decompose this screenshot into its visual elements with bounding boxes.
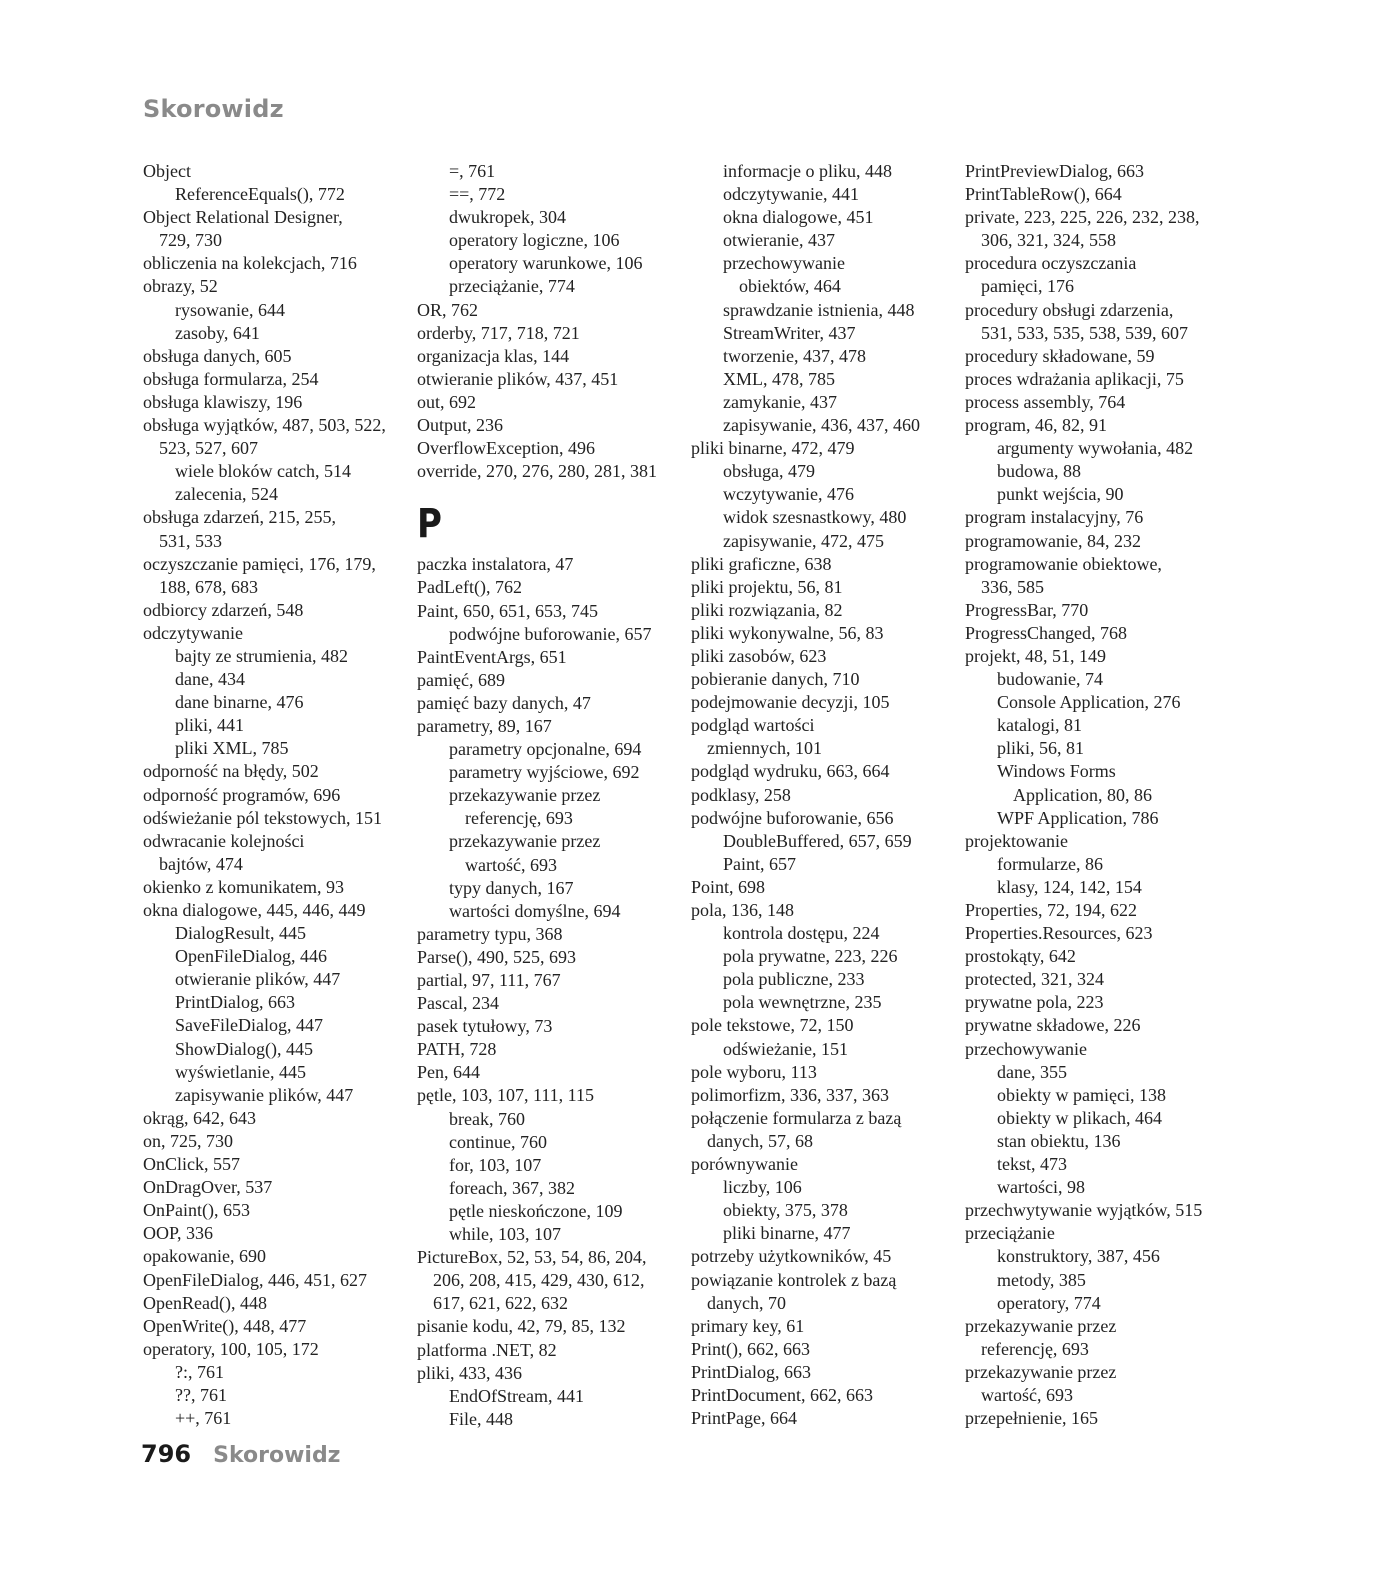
page-footer (141, 1440, 341, 1468)
index-subentry: pola wewnętrzne, 235 (723, 992, 882, 1013)
index-entry: pętle, 103, 107, 111, 115 (417, 1085, 594, 1106)
index-subentry: foreach, 367, 382 (449, 1177, 575, 1198)
index-subentry: XML, 478, 785 (723, 368, 835, 389)
index-entry: Parse(), 490, 525, 693 (417, 946, 576, 967)
index-subentry: Console Application, 276 (997, 692, 1181, 713)
index-subentry: ?:, 761 (175, 1361, 224, 1382)
index-subentry: wczytywanie, 476 (723, 484, 854, 505)
index-entry: OpenRead(), 448 (143, 1292, 267, 1313)
index-entry: prywatne pola, 223 (965, 992, 1104, 1013)
index-entry: porównywanie (691, 1154, 798, 1175)
index-entry: OOP, 336 (143, 1223, 214, 1244)
index-entry: obsługa formularza, 254 (143, 368, 319, 389)
index-subentry: wiele bloków catch, 514 (175, 461, 351, 482)
index-entry-continuation: 531, 533, 535, 538, 539, 607 (981, 322, 1188, 343)
index-subentry: pliki binarne, 477 (723, 1223, 851, 1244)
index-entry: Pascal, 234 (417, 993, 499, 1014)
index-subentry: otwieranie plików, 447 (175, 969, 341, 990)
index-entry: połączenie formularza z bazą (691, 1107, 902, 1128)
index-entry: odświeżanie pól tekstowych, 151 (143, 807, 382, 828)
index-subentry: rysowanie, 644 (175, 299, 285, 320)
index-column-2 (417, 160, 687, 1431)
index-entry: przepełnienie, 165 (965, 1408, 1098, 1429)
index-entry: podgląd wydruku, 663, 664 (691, 761, 890, 782)
index-entry-continuation: 617, 621, 622, 632 (433, 1293, 568, 1314)
index-entry-continuation: 188, 678, 683 (159, 576, 258, 597)
index-subentry: ShowDialog(), 445 (175, 1038, 313, 1059)
index-subentry: obiektów, 464 (739, 276, 841, 297)
index-subentry: obsługa, 479 (723, 461, 815, 482)
index-entry: PrintDialog, 663 (691, 1361, 811, 1382)
page-header-title: Skorowidz (143, 95, 284, 123)
index-entry: obsługa klawiszy, 196 (143, 391, 303, 412)
index-subentry: parametry opcjonalne, 694 (449, 739, 642, 760)
index-subentry: odczytywanie, 441 (723, 184, 859, 205)
index-entry: on, 725, 730 (143, 1130, 233, 1151)
index-entry-continuation: zmiennych, 101 (707, 738, 822, 759)
index-entry: okrąg, 642, 643 (143, 1107, 256, 1128)
index-subentry: pliki, 441 (175, 715, 245, 736)
index-entry: process assembly, 764 (965, 391, 1126, 412)
index-entry-continuation: danych, 70 (707, 1292, 786, 1313)
index-entry: pliki zasobów, 623 (691, 645, 827, 666)
index-entry-continuation: 523, 527, 607 (159, 438, 258, 459)
index-subentry: typy danych, 167 (449, 877, 574, 898)
index-subentry: przekazywanie przez (449, 831, 601, 852)
index-entry: pisanie kodu, 42, 79, 85, 132 (417, 1316, 626, 1337)
index-entry: primary key, 61 (691, 1315, 805, 1336)
index-entry: pola, 136, 148 (691, 900, 794, 920)
index-entry: programowanie obiektowe, (965, 553, 1162, 574)
index-subentry: dwukropek, 304 (449, 207, 566, 228)
index-entry: Properties.Resources, 623 (965, 923, 1153, 944)
index-entry: Output, 236 (417, 415, 504, 436)
index-subentry: klasy, 124, 142, 154 (997, 876, 1142, 897)
index-entry: private, 223, 225, 226, 232, 238, (965, 207, 1200, 228)
index-subentry: sprawdzanie istnienia, 448 (723, 299, 915, 320)
index-subentry: StreamWriter, 437 (723, 322, 856, 343)
index-entry: PaintEventArgs, 651 (417, 646, 567, 667)
index-entry-continuation: 306, 321, 324, 558 (981, 230, 1116, 251)
index-subentry: obiekty, 375, 378 (723, 1200, 848, 1221)
index-subentry: ??, 761 (175, 1384, 227, 1405)
index-entry: proces wdrażania aplikacji, 75 (965, 368, 1184, 389)
index-entry: odporność programów, 696 (143, 784, 341, 805)
index-subentry: parametry wyjściowe, 692 (449, 762, 640, 783)
index-column-4 (965, 160, 1235, 1430)
index-entry: Pen, 644 (417, 1062, 480, 1083)
index-subentry: pętle nieskończone, 109 (449, 1200, 623, 1221)
index-subentry: widok szesnastkowy, 480 (723, 507, 907, 528)
index-entry: przeciążanie (965, 1223, 1055, 1244)
section-letter: P (417, 501, 442, 548)
index-entry: odwracanie kolejności (143, 830, 305, 851)
index-subentry: obiekty w plikach, 464 (997, 1107, 1162, 1128)
index-entry: Properties, 72, 194, 622 (965, 900, 1137, 920)
index-subentry: OpenFileDialog, 446 (175, 946, 327, 967)
index-entry: OpenFileDialog, 446, 451, 627 (143, 1269, 367, 1290)
index-entry: pamięć bazy danych, 47 (417, 692, 591, 713)
index-entry: PictureBox, 52, 53, 54, 86, 204, (417, 1247, 647, 1268)
index-entry-continuation: 336, 585 (981, 576, 1044, 597)
index-subentry: konstruktory, 387, 456 (997, 1246, 1160, 1267)
index-entry: pliki binarne, 472, 479 (691, 438, 855, 459)
index-entry: odbiorcy zdarzeń, 548 (143, 599, 304, 620)
index-entry-continuation: wartość, 693 (981, 1384, 1073, 1405)
index-subentry: punkt wejścia, 90 (997, 484, 1124, 505)
index-subentry: przeciążanie, 774 (449, 276, 575, 297)
index-subentry: Paint, 657 (723, 853, 797, 874)
index-entry: operatory, 100, 105, 172 (143, 1338, 319, 1359)
index-entry-continuation: 531, 533 (159, 530, 222, 551)
index-entry: okna dialogowe, 445, 446, 449 (143, 900, 366, 920)
index-subentry: odświeżanie, 151 (723, 1038, 848, 1059)
index-subentry: okna dialogowe, 451 (723, 207, 874, 228)
index-subentry: informacje o pliku, 448 (723, 161, 892, 181)
index-subentry: przekazywanie przez (449, 785, 601, 806)
index-entry: podwójne buforowanie, 656 (691, 807, 894, 828)
index-subentry: WPF Application, 786 (997, 807, 1159, 828)
index-entry: ProgressBar, 770 (965, 599, 1089, 620)
index-entry-continuation: 206, 208, 415, 429, 430, 612, (433, 1270, 645, 1291)
index-subentry: bajty ze strumienia, 482 (175, 645, 348, 666)
index-entry: OpenWrite(), 448, 477 (143, 1315, 307, 1336)
index-subentry: ==, 772 (449, 184, 506, 205)
index-entry: prywatne składowe, 226 (965, 1015, 1141, 1036)
index-subentry: PrintDialog, 663 (175, 992, 295, 1013)
index-entry: projekt, 48, 51, 149 (965, 645, 1106, 666)
index-entry: polimorfizm, 336, 337, 363 (691, 1084, 889, 1105)
index-entry: PrintPreviewDialog, 663 (965, 161, 1144, 181)
index-entry: organizacja klas, 144 (417, 345, 570, 366)
index-entry: procedury obsługi zdarzenia, (965, 299, 1174, 320)
index-subentry: while, 103, 107 (449, 1224, 561, 1245)
index-subentry: dane binarne, 476 (175, 692, 304, 713)
index-entry: out, 692 (417, 391, 477, 412)
index-entry: PATH, 728 (417, 1039, 497, 1060)
index-entry-continuation: danych, 57, 68 (707, 1130, 813, 1151)
index-subentry: pola prywatne, 223, 226 (723, 946, 898, 967)
index-entry-continuation: 729, 730 (159, 230, 222, 251)
index-entry: pole wyboru, 113 (691, 1061, 817, 1082)
page-number: 796 (141, 1440, 192, 1468)
index-subentry: operatory warunkowe, 106 (449, 253, 643, 274)
index-entry-continuation: referencję, 693 (981, 1338, 1089, 1359)
index-column-1 (143, 160, 413, 1430)
index-entry: partial, 97, 111, 767 (417, 970, 561, 990)
index-entry: projektowanie (965, 830, 1068, 851)
index-subentry: katalogi, 81 (997, 715, 1082, 736)
index-subentry: wartości domyślne, 694 (449, 900, 621, 921)
index-entry: odczytywanie (143, 622, 243, 643)
index-subentry: formularze, 86 (997, 853, 1103, 874)
index-subentry: przechowywanie (723, 253, 845, 274)
index-entry: PrintDocument, 662, 663 (691, 1384, 873, 1405)
index-entry: opakowanie, 690 (143, 1246, 266, 1267)
index-entry: Paint, 650, 651, 653, 745 (417, 600, 599, 621)
index-subentry: wartość, 693 (465, 854, 557, 875)
index-subentry: wyświetlanie, 445 (175, 1061, 306, 1082)
index-subentry: referencję, 693 (465, 808, 573, 829)
index-entry: pliki wykonywalne, 56, 83 (691, 622, 884, 643)
index-entry: oczyszczanie pamięci, 176, 179, (143, 553, 376, 574)
index-subentry: operatory, 774 (997, 1292, 1101, 1313)
index-entry: PrintPage, 664 (691, 1408, 797, 1429)
index-entry: obsługa danych, 605 (143, 345, 292, 366)
index-entry: paczka instalatora, 47 (417, 554, 574, 575)
index-entry: procedury składowane, 59 (965, 345, 1155, 366)
index-subentry: budowa, 88 (997, 461, 1081, 482)
index-subentry: ++, 761 (175, 1408, 232, 1429)
index-entry: parametry typu, 368 (417, 923, 563, 944)
index-subentry: zalecenia, 524 (175, 484, 278, 505)
index-subentry: obiekty w pamięci, 138 (997, 1084, 1166, 1105)
index-entry: program instalacyjny, 76 (965, 507, 1144, 528)
index-entry: pliki rozwiązania, 82 (691, 599, 843, 620)
index-entry: podgląd wartości (691, 715, 815, 736)
index-subentry: stan obiektu, 136 (997, 1130, 1121, 1151)
index-entry: override, 270, 276, 280, 281, 381 (417, 461, 657, 482)
index-entry: otwieranie plików, 437, 451 (417, 368, 619, 389)
index-entry: pobieranie danych, 710 (691, 669, 860, 690)
index-subentry: pola publiczne, 233 (723, 969, 865, 990)
index-entry: potrzeby użytkowników, 45 (691, 1246, 892, 1267)
index-subentry: SaveFileDialog, 447 (175, 1015, 323, 1036)
index-subentry: pliki, 56, 81 (997, 738, 1085, 759)
index-subentry: Windows Forms (997, 761, 1116, 782)
index-entry: OnClick, 557 (143, 1154, 240, 1175)
index-subentry: tworzenie, 437, 478 (723, 345, 866, 366)
index-entry-continuation: bajtów, 474 (159, 853, 243, 874)
index-subentry: operatory logiczne, 106 (449, 230, 620, 251)
index-entry: obsługa zdarzeń, 215, 255, (143, 507, 336, 528)
index-subentry: for, 103, 107 (449, 1154, 542, 1175)
index-subentry: pliki XML, 785 (175, 738, 289, 759)
index-subentry: liczby, 106 (723, 1177, 802, 1198)
index-entry: obliczenia na kolekcjach, 716 (143, 253, 357, 274)
index-subentry: EndOfStream, 441 (449, 1385, 584, 1406)
index-entry: Object (143, 161, 191, 181)
index-entry: pamięć, 689 (417, 669, 505, 690)
index-entry: procedura oczyszczania (965, 253, 1137, 274)
index-subentry: =, 761 (449, 161, 496, 181)
index-entry: PadLeft(), 762 (417, 577, 522, 598)
index-entry: Print(), 662, 663 (691, 1338, 810, 1359)
index-entry: OnDragOver, 537 (143, 1177, 273, 1198)
index-entry: platforma .NET, 82 (417, 1339, 557, 1360)
index-subentry: zasoby, 641 (175, 322, 260, 343)
index-entry: protected, 321, 324 (965, 969, 1104, 990)
index-subentry: kontrola dostępu, 224 (723, 923, 880, 944)
index-subentry: budowanie, 74 (997, 669, 1103, 690)
index-entry: pasek tytułowy, 73 (417, 1016, 553, 1037)
index-entry: przechowywanie (965, 1038, 1087, 1059)
index-entry: PrintTableRow(), 664 (965, 184, 1122, 205)
index-subentry: zapisywanie, 472, 475 (723, 530, 884, 551)
index-entry: Object Relational Designer, (143, 207, 343, 228)
index-entry: programowanie, 84, 232 (965, 530, 1141, 551)
index-subentry: tekst, 473 (997, 1154, 1067, 1175)
index-entry-continuation: pamięci, 176 (981, 276, 1074, 297)
index-entry: przekazywanie przez (965, 1315, 1117, 1336)
index-entry: parametry, 89, 167 (417, 715, 552, 736)
index-subentry: dane, 434 (175, 669, 245, 690)
index-entry: pliki graficzne, 638 (691, 553, 832, 574)
index-entry: OR, 762 (417, 299, 479, 320)
index-entry: pliki, 433, 436 (417, 1362, 523, 1383)
index-entry: OnPaint(), 653 (143, 1200, 250, 1221)
index-entry: prostokąty, 642 (965, 946, 1076, 967)
index-entry: podklasy, 258 (691, 784, 791, 805)
footer-title: Skorowidz (213, 1443, 341, 1468)
index-subentry: zamykanie, 437 (723, 391, 837, 412)
index-subentry: podwójne buforowanie, 657 (449, 623, 652, 644)
index-subentry: zapisywanie, 436, 437, 460 (723, 415, 920, 436)
index-entry: pole tekstowe, 72, 150 (691, 1015, 854, 1036)
index-subentry: break, 760 (449, 1108, 525, 1129)
index-subentry: Application, 80, 86 (1013, 784, 1152, 805)
index-column-3 (691, 160, 961, 1430)
index-entry: odporność na błędy, 502 (143, 761, 319, 782)
index-entry: przekazywanie przez (965, 1361, 1117, 1382)
index-subentry: ReferenceEquals(), 772 (175, 184, 345, 205)
index-subentry: File, 448 (449, 1408, 514, 1429)
index-subentry: argumenty wywołania, 482 (997, 438, 1194, 459)
index-entry: OverflowException, 496 (417, 438, 595, 459)
index-entry: orderby, 717, 718, 721 (417, 322, 580, 343)
index-entry: obrazy, 52 (143, 276, 218, 297)
index-entry: przechwytywanie wyjątków, 515 (965, 1200, 1203, 1221)
index-entry: program, 46, 82, 91 (965, 415, 1107, 436)
index-entry: ProgressChanged, 768 (965, 622, 1127, 643)
index-entry: obsługa wyjątków, 487, 503, 522, (143, 415, 386, 436)
index-subentry: wartości, 98 (997, 1177, 1085, 1198)
index-entry: Point, 698 (691, 876, 766, 897)
index-subentry: zapisywanie plików, 447 (175, 1084, 354, 1105)
index-entry: okienko z komunikatem, 93 (143, 876, 344, 897)
index-subentry: metody, 385 (997, 1269, 1086, 1290)
index-subentry: DialogResult, 445 (175, 923, 306, 944)
index-entry: powiązanie kontrolek z bazą (691, 1269, 897, 1290)
index-subentry: DoubleBuffered, 657, 659 (723, 830, 912, 851)
index-entry: podejmowanie decyzji, 105 (691, 692, 890, 713)
index-subentry: continue, 760 (449, 1131, 547, 1152)
index-subentry: otwieranie, 437 (723, 230, 835, 251)
index-subentry: dane, 355 (997, 1061, 1067, 1082)
index-entry: pliki projektu, 56, 81 (691, 576, 843, 597)
